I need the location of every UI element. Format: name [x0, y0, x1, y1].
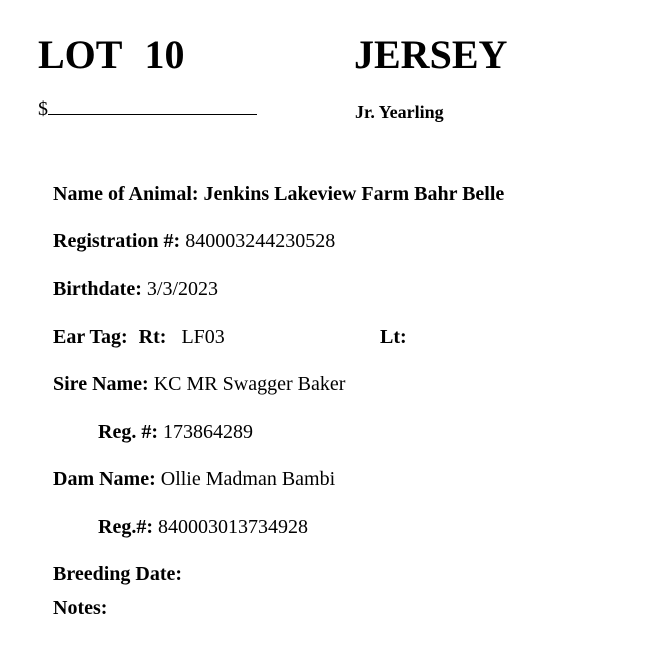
name-row — [53, 181, 504, 207]
breeding-date-label: Breeding Date: — [53, 563, 183, 585]
registration-row — [53, 228, 335, 254]
lot-heading — [38, 30, 184, 80]
ear-tag-label: Ear Tag: — [53, 326, 128, 348]
ear-tag-rt-value: LF03 — [181, 326, 225, 348]
lot-number: 10 — [144, 32, 185, 77]
breeding-date-row — [53, 561, 182, 587]
sire-name-row — [53, 371, 345, 397]
dam-name-value: Ollie Madman Bambi — [160, 468, 336, 490]
dam-reg-row — [98, 514, 308, 540]
animal-class: Jr. Yearling — [355, 102, 444, 122]
sire-name-label: Sire Name: — [53, 373, 154, 395]
registration-value: 840003244230528 — [185, 230, 336, 252]
dam-name-row — [53, 466, 335, 492]
name-value: Jenkins Lakeview Farm Bahr Belle — [203, 183, 505, 205]
breed-heading: JERSEY — [354, 32, 508, 77]
price-blank-line — [48, 96, 257, 115]
sire-reg-row — [98, 419, 253, 445]
ear-tag-row — [53, 324, 225, 350]
price-symbol: $ — [38, 98, 48, 120]
registration-label: Registration #: — [53, 230, 186, 252]
birthdate-label: Birthdate: — [53, 278, 147, 300]
sire-reg-label: Reg. #: — [98, 421, 163, 443]
name-label: Name of Animal: — [53, 183, 204, 205]
lot-label: LOT — [38, 32, 123, 77]
dam-reg-label: Reg.#: — [98, 516, 158, 538]
sire-name-value: KC MR Swagger Baker — [153, 373, 346, 395]
sire-reg-value: 173864289 — [162, 421, 253, 443]
ear-tag-lt-label: Lt: — [380, 326, 407, 348]
notes-label: Notes: — [53, 597, 108, 619]
price-field — [38, 96, 257, 122]
notes-row — [53, 595, 107, 621]
dam-name-label: Dam Name: — [53, 468, 161, 490]
birthdate-row — [53, 276, 218, 302]
dam-reg-value: 840003013734928 — [157, 516, 308, 538]
ear-tag-rt-label: Rt: — [138, 326, 167, 348]
birthdate-value: 3/3/2023 — [146, 278, 219, 300]
